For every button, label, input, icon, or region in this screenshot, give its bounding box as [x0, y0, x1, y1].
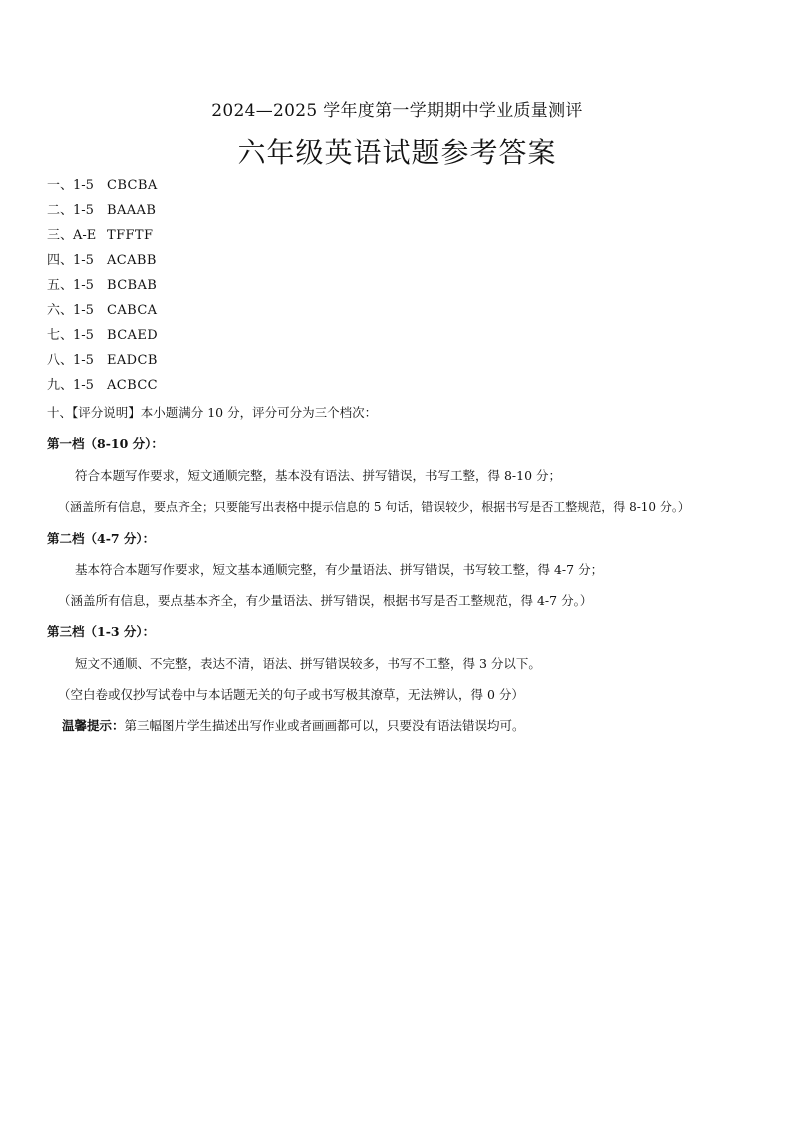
level-1-note: （涵盖所有信息，要点齐全；只要能写出表格中提示信息的 5 句话，错误较少，根据书写是否工整规范，得 8-10 分。）: [58, 500, 690, 514]
answer-key: TFFTF: [107, 228, 154, 243]
answer-row: [47, 301, 158, 326]
answer-key: CABCA: [107, 303, 158, 318]
level-1-criteria: 符合本题写作要求，短文通顺完整，基本没有语法、拼写错误，书写工整，得 8-10 分；: [75, 468, 562, 483]
answer-key: CBCBA: [107, 178, 158, 193]
level-3-criteria: 短文不通顺、不完整，表达不清，语法、拼写错误较多，书写不工整，得 3 分以下。: [75, 656, 541, 671]
page-title: 六年级英语试题参考答案: [237, 136, 557, 169]
section-label: 三、A-E: [47, 228, 97, 243]
section-label: 六、1-5: [47, 303, 94, 318]
tip-paragraph: [62, 716, 525, 736]
level-1-heading: 第一档（8-10 分）：: [47, 436, 164, 451]
writing-scoring-intro: 十、【评分说明】本小题满分 10 分，评分可分为三个档次：: [47, 405, 378, 420]
level-2-heading: 第二档（4-7 分）：: [47, 531, 156, 546]
tip-label: 温馨提示：: [62, 718, 125, 733]
level-2-note: （涵盖所有信息，要点基本齐全，有少量语法、拼写错误，根据书写是否工整规范，得 4-7 分。）: [58, 593, 593, 608]
section-label: 四、1-5: [47, 253, 94, 268]
tip-text: 第三幅图片学生描述出写作业或者画画都可以，只要没有语法错误均可。: [124, 718, 525, 733]
section-label: 五、1-5: [47, 278, 94, 293]
answer-key: BCBAB: [107, 278, 158, 293]
section-label: 八、1-5: [47, 353, 94, 368]
level-3-note: （空白卷或仅抄写试卷中与本话题无关的句子或书写极其潦草，无法辨认，得 0 分）: [58, 687, 524, 702]
section-label: 七、1-5: [47, 328, 94, 343]
answer-row: [47, 376, 158, 401]
answer-row: [47, 176, 158, 201]
section-label: 二、1-5: [47, 203, 94, 218]
answer-row: [47, 201, 158, 226]
answer-row: [47, 326, 158, 351]
exam-subtitle: 2024—2025 学年度第一学期期中学业质量测评: [211, 101, 583, 121]
answer-key: EADCB: [107, 353, 158, 368]
answer-row: [47, 276, 158, 301]
answer-list: [47, 176, 158, 401]
answer-row: [47, 226, 158, 251]
answer-row: [47, 351, 158, 376]
level-3-heading: 第三档（1-3 分）：: [47, 624, 156, 639]
level-2-criteria: 基本符合本题写作要求，短文基本通顺完整，有少量语法、拼写错误，书写较工整，得 4-7 分；: [75, 562, 604, 577]
answer-key: ACBCC: [107, 378, 159, 393]
section-label: 九、1-5: [47, 378, 94, 393]
answer-key: BAAAB: [107, 203, 157, 218]
answer-key: ACABB: [107, 253, 157, 268]
section-label: 一、1-5: [47, 178, 94, 193]
answer-row: [47, 251, 158, 276]
answer-key: BCAED: [107, 328, 159, 343]
